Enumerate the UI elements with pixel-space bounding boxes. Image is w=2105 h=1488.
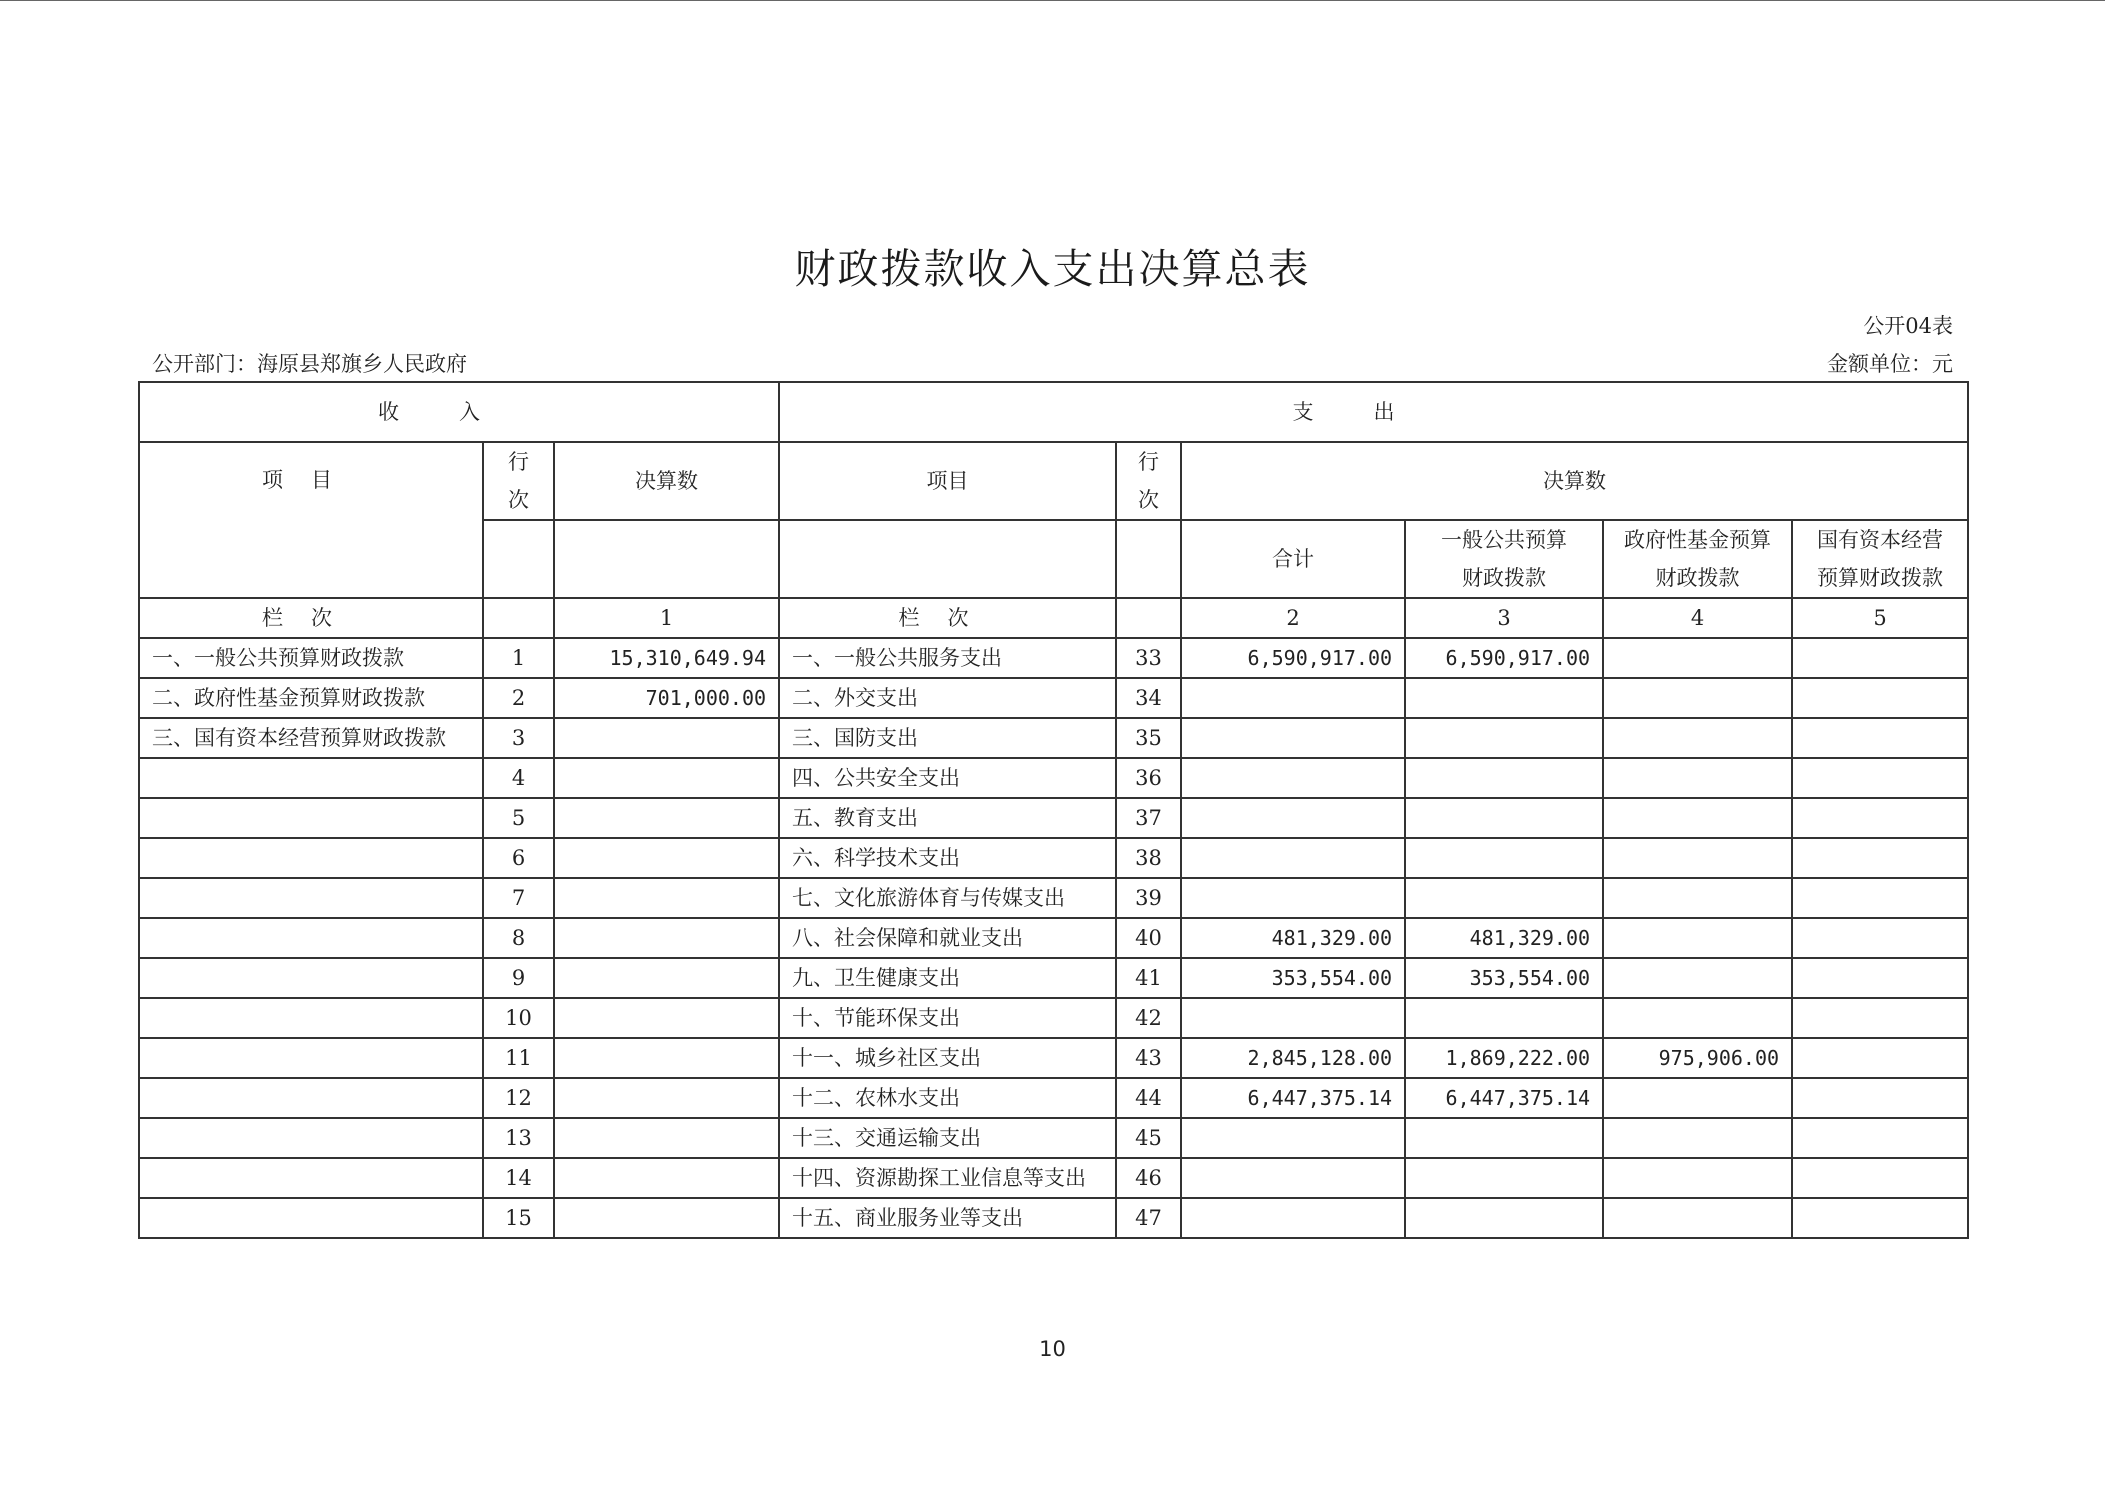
expense-general-budget-cell	[1405, 718, 1603, 758]
income-amount-cell	[554, 1038, 779, 1078]
expense-row-no-cell: 47	[1116, 1198, 1181, 1238]
table-row	[139, 638, 1968, 678]
expense-row-no-cell: 36	[1116, 758, 1181, 798]
income-row-no-cell: 3	[483, 718, 554, 758]
table-row	[139, 1158, 1968, 1198]
expense-total-cell	[1181, 1198, 1405, 1238]
expense-fund-budget-cell	[1603, 678, 1792, 718]
page-title: 财政拨款收入支出决算总表	[794, 245, 1311, 293]
income-amount-cell	[554, 798, 779, 838]
expense-fund-budget-cell	[1603, 838, 1792, 878]
expense-row-no-cell: 43	[1116, 1038, 1181, 1078]
expense-general-budget-cell	[1405, 1158, 1603, 1198]
income-amount-cell	[554, 878, 779, 918]
blank-cell	[483, 598, 554, 638]
expense-row-no-cell: 33	[1116, 638, 1181, 678]
expense-amount-header: 决算数	[1181, 442, 1968, 520]
blank-cell	[1116, 520, 1181, 598]
income-amount-cell	[554, 1158, 779, 1198]
income-amount-cell: 15,310,649.94	[554, 638, 779, 678]
expense-fund-budget-cell	[1603, 718, 1792, 758]
expense-item-cell: 四、公共安全支出	[779, 758, 1116, 798]
table-row	[139, 838, 1968, 878]
expense-total-cell	[1181, 838, 1405, 878]
expense-item-cell: 二、外交支出	[779, 678, 1116, 718]
expense-item-cell: 八、社会保障和就业支出	[779, 918, 1116, 958]
expense-row-no-cell: 42	[1116, 998, 1181, 1038]
expense-row-no-cell: 37	[1116, 798, 1181, 838]
fund-budget-header: 政府性基金预算 财政拨款	[1603, 520, 1792, 598]
table-row	[139, 958, 1968, 998]
expense-fund-budget-cell	[1603, 1198, 1792, 1238]
income-amount-cell	[554, 1198, 779, 1238]
expense-general-budget-cell: 6,590,917.00	[1405, 638, 1603, 678]
expense-total-cell	[1181, 758, 1405, 798]
income-item-header: 项目	[139, 442, 483, 598]
income-item-cell	[139, 918, 483, 958]
column-number: 2	[1181, 598, 1405, 638]
expense-capital-budget-cell	[1792, 918, 1968, 958]
income-row-no-cell: 4	[483, 758, 554, 798]
expense-item-cell: 十五、商业服务业等支出	[779, 1198, 1116, 1238]
expense-row-no-cell: 46	[1116, 1158, 1181, 1198]
amount-unit-label: 金额单位：元	[1827, 352, 1953, 376]
expense-item-cell: 一、一般公共服务支出	[779, 638, 1116, 678]
income-item-cell	[139, 1198, 483, 1238]
expense-general-budget-cell: 353,554.00	[1405, 958, 1603, 998]
expense-general-budget-cell	[1405, 1118, 1603, 1158]
expense-row-no-cell: 41	[1116, 958, 1181, 998]
expense-row-no-header: 行 次	[1116, 442, 1181, 520]
expense-capital-budget-cell	[1792, 838, 1968, 878]
income-row-no-cell: 6	[483, 838, 554, 878]
expense-total-cell	[1181, 878, 1405, 918]
expense-total-cell	[1181, 1118, 1405, 1158]
expense-item-cell: 五、教育支出	[779, 798, 1116, 838]
expense-row-no-cell: 39	[1116, 878, 1181, 918]
table-row	[139, 1198, 1968, 1238]
income-row-no-cell: 10	[483, 998, 554, 1038]
expense-row-no-cell: 40	[1116, 918, 1181, 958]
expense-total-cell: 6,447,375.14	[1181, 1078, 1405, 1118]
expense-capital-budget-cell	[1792, 638, 1968, 678]
expense-capital-budget-cell	[1792, 798, 1968, 838]
income-row-no-cell: 15	[483, 1198, 554, 1238]
column-number-row	[139, 598, 1968, 638]
expense-general-budget-cell: 481,329.00	[1405, 918, 1603, 958]
table-row	[139, 718, 1968, 758]
income-row-no-cell: 5	[483, 798, 554, 838]
expense-general-budget-cell	[1405, 758, 1603, 798]
general-budget-header: 一般公共预算 财政拨款	[1405, 520, 1603, 598]
table-row	[139, 998, 1968, 1038]
expense-fund-budget-cell: 975,906.00	[1603, 1038, 1792, 1078]
table-header-row	[139, 442, 1968, 520]
income-row-no-cell: 14	[483, 1158, 554, 1198]
table-row	[139, 918, 1968, 958]
expense-total-cell: 353,554.00	[1181, 958, 1405, 998]
expense-capital-budget-cell	[1792, 1038, 1968, 1078]
income-row-no-header: 行 次	[483, 442, 554, 520]
blank-cell	[483, 520, 554, 598]
table-row	[139, 1038, 1968, 1078]
expense-capital-budget-cell	[1792, 758, 1968, 798]
expense-general-budget-cell: 1,869,222.00	[1405, 1038, 1603, 1078]
expense-general-budget-cell	[1405, 798, 1603, 838]
form-number: 公开04表	[1863, 314, 1953, 338]
income-row-no-cell: 7	[483, 878, 554, 918]
table-row	[139, 758, 1968, 798]
expense-item-cell: 十二、农林水支出	[779, 1078, 1116, 1118]
expense-item-cell: 七、文化旅游体育与传媒支出	[779, 878, 1116, 918]
expense-header: 支出	[779, 382, 1968, 442]
income-item-cell: 三、国有资本经营预算财政拨款	[139, 718, 483, 758]
expense-item-cell: 十一、城乡社区支出	[779, 1038, 1116, 1078]
page-number: 10	[1039, 1337, 1066, 1361]
column-number: 1	[554, 598, 779, 638]
blank-cell	[779, 520, 1116, 598]
expense-item-cell: 三、国防支出	[779, 718, 1116, 758]
income-amount-cell	[554, 718, 779, 758]
expense-fund-budget-cell	[1603, 958, 1792, 998]
expense-item-cell: 十、节能环保支出	[779, 998, 1116, 1038]
expense-total-cell: 6,590,917.00	[1181, 638, 1405, 678]
income-amount-header: 决算数	[554, 442, 779, 520]
expense-total-cell	[1181, 998, 1405, 1038]
expense-capital-budget-cell	[1792, 1118, 1968, 1158]
expense-capital-budget-cell	[1792, 958, 1968, 998]
expense-item-header: 项目	[779, 442, 1116, 520]
expense-fund-budget-cell	[1603, 878, 1792, 918]
expense-general-budget-cell	[1405, 998, 1603, 1038]
page-top-border	[0, 0, 2105, 1]
income-amount-cell	[554, 918, 779, 958]
expense-row-no-cell: 35	[1116, 718, 1181, 758]
income-amount-cell	[554, 958, 779, 998]
column-label: 栏次	[779, 598, 1116, 638]
expense-item-cell: 十三、交通运输支出	[779, 1118, 1116, 1158]
expense-general-budget-cell	[1405, 838, 1603, 878]
expense-capital-budget-cell	[1792, 678, 1968, 718]
expense-fund-budget-cell	[1603, 638, 1792, 678]
expense-total-cell	[1181, 1158, 1405, 1198]
budget-table	[138, 381, 1969, 1239]
income-row-no-cell: 2	[483, 678, 554, 718]
income-amount-cell	[554, 838, 779, 878]
column-number: 5	[1792, 598, 1968, 638]
income-item-cell	[139, 878, 483, 918]
blank-cell	[1116, 598, 1181, 638]
expense-fund-budget-cell	[1603, 1158, 1792, 1198]
income-item-cell	[139, 1158, 483, 1198]
income-item-cell	[139, 1078, 483, 1118]
income-row-no-cell: 1	[483, 638, 554, 678]
expense-row-no-cell: 44	[1116, 1078, 1181, 1118]
income-row-no-cell: 12	[483, 1078, 554, 1118]
income-item-cell	[139, 1118, 483, 1158]
total-header: 合计	[1181, 520, 1405, 598]
column-number: 3	[1405, 598, 1603, 638]
expense-fund-budget-cell	[1603, 1078, 1792, 1118]
department-label: 公开部门：海原县郑旗乡人民政府	[152, 352, 467, 376]
expense-general-budget-cell	[1405, 678, 1603, 718]
expense-item-cell: 十四、资源勘探工业信息等支出	[779, 1158, 1116, 1198]
expense-general-budget-cell: 6,447,375.14	[1405, 1078, 1603, 1118]
expense-item-cell: 九、卫生健康支出	[779, 958, 1116, 998]
expense-general-budget-cell	[1405, 878, 1603, 918]
expense-capital-budget-cell	[1792, 1198, 1968, 1238]
expense-fund-budget-cell	[1603, 998, 1792, 1038]
capital-budget-header: 国有资本经营 预算财政拨款	[1792, 520, 1968, 598]
expense-capital-budget-cell	[1792, 1078, 1968, 1118]
expense-general-budget-cell	[1405, 1198, 1603, 1238]
income-item-cell	[139, 998, 483, 1038]
income-row-no-cell: 11	[483, 1038, 554, 1078]
blank-cell	[554, 520, 779, 598]
income-amount-cell	[554, 758, 779, 798]
expense-total-cell	[1181, 798, 1405, 838]
income-amount-cell	[554, 1078, 779, 1118]
income-item-cell: 二、政府性基金预算财政拨款	[139, 678, 483, 718]
expense-capital-budget-cell	[1792, 998, 1968, 1038]
expense-row-no-cell: 45	[1116, 1118, 1181, 1158]
table-row	[139, 798, 1968, 838]
expense-total-cell: 2,845,128.00	[1181, 1038, 1405, 1078]
table-row	[139, 878, 1968, 918]
income-item-cell	[139, 798, 483, 838]
expense-row-no-cell: 38	[1116, 838, 1181, 878]
income-amount-cell	[554, 1118, 779, 1158]
expense-fund-budget-cell	[1603, 758, 1792, 798]
column-number: 4	[1603, 598, 1792, 638]
expense-capital-budget-cell	[1792, 878, 1968, 918]
income-item-cell	[139, 838, 483, 878]
income-item-cell: 一、一般公共预算财政拨款	[139, 638, 483, 678]
table-row	[139, 1078, 1968, 1118]
expense-row-no-cell: 34	[1116, 678, 1181, 718]
expense-item-cell: 六、科学技术支出	[779, 838, 1116, 878]
column-label: 栏次	[139, 598, 483, 638]
income-item-cell	[139, 1038, 483, 1078]
table-row	[139, 1118, 1968, 1158]
income-item-cell	[139, 958, 483, 998]
income-header: 收入	[139, 382, 779, 442]
expense-total-cell	[1181, 678, 1405, 718]
income-item-cell	[139, 758, 483, 798]
income-row-no-cell: 8	[483, 918, 554, 958]
table-row	[139, 678, 1968, 718]
expense-fund-budget-cell	[1603, 918, 1792, 958]
income-amount-cell	[554, 998, 779, 1038]
expense-capital-budget-cell	[1792, 1158, 1968, 1198]
income-amount-cell: 701,000.00	[554, 678, 779, 718]
expense-total-cell: 481,329.00	[1181, 918, 1405, 958]
expense-fund-budget-cell	[1603, 798, 1792, 838]
income-row-no-cell: 13	[483, 1118, 554, 1158]
expense-fund-budget-cell	[1603, 1118, 1792, 1158]
income-row-no-cell: 9	[483, 958, 554, 998]
expense-total-cell	[1181, 718, 1405, 758]
expense-capital-budget-cell	[1792, 718, 1968, 758]
table-header-row	[139, 382, 1968, 442]
